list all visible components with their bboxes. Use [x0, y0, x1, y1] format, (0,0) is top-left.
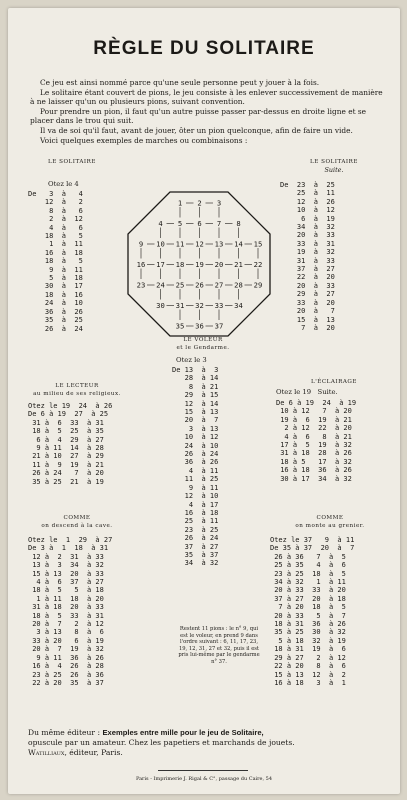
- board-hole-14: 14: [234, 239, 243, 249]
- cave-title: COMME: [63, 515, 91, 521]
- lecteur-heading: [22, 382, 132, 398]
- eclairage-first-move: Otez le 19 Suite.: [276, 388, 338, 396]
- board-hole-33: 33: [214, 301, 224, 310]
- board-hole-1: 1: [177, 198, 183, 208]
- board-hole-17: 17: [156, 260, 165, 269]
- board-hole-24: 24: [156, 280, 165, 290]
- voleur-moves: De 13 à 3 28 à 14 8 à 21 29 à 15 12 à 14 15 à 13 20 à 7 3 à 13 10 à 12 24 à 10 26 à 24 36 à 26 4 à 11 11 à 25 9 à 11 12 à 10 4 à 17 16 à 18 25 à 11 23 à 25 26 à 24 37 à 27 35 à 37 34 à 32: [172, 366, 219, 568]
- eclairage-heading: L'ÉCLAIRAGE: [311, 379, 357, 385]
- board-hole-26: 26: [195, 280, 204, 290]
- eclairage-moves: De 6 à 19 24 à 19 10 à 12 7 à 20 19 à 6 19 à 21 2 à 12 22 à 20 4 à 6 8 à 21 17 à 5 19 à 32 31 à 18 28 à 26 18 à 5 17 à 32 16 à 18 36 à 26 30 à 17 34 à 32: [276, 399, 357, 483]
- board-hole-35: 35: [175, 321, 185, 331]
- footer-line1: [28, 728, 386, 738]
- lecteur-moves: Otez le 19 24 à 26 De 6 à 19 27 à 25 31 à 6 33 à 31 18 à 5 25 à 35 6 à 4 29 à 27 9 à 11 14 à 28 21 à 10 27 à 29 11 à 9 19 à 21 26 à 24 7 à 20 35 à 25 21 à 19: [28, 402, 113, 486]
- footer-line2: opuscule par un amateur. Chez les papetiers et marchands de jouets.: [28, 738, 295, 747]
- cave-heading: [22, 514, 132, 530]
- solitaire-heading: LE SOLITAIRE: [48, 159, 96, 165]
- voleur-note: Restent 11 pions : le n° 9, qui est le voleur, en prend 9 dans l'ordre suivant : 6, 11, 17, 23, 19, 12, 31, 27 et 32, puis il est pris lui-même par le gendarme n° 37.: [178, 626, 260, 665]
- board-hole-32: 32: [195, 301, 204, 310]
- printer-credit: Paris - Imprimerie J. Rigal & C°, passage du Caire, 54: [135, 776, 273, 782]
- board-hole-16: 16: [136, 260, 146, 269]
- board-hole-20: 20: [214, 260, 224, 269]
- intro-p1: Ce jeu est ainsi nommé parce qu'une seule personne peut y jouer à la fois.: [40, 78, 320, 87]
- board-hole-6: 6: [197, 219, 202, 228]
- page-title: RÈGLE DU SOLITAIRE: [93, 38, 315, 59]
- grenier-heading: [270, 514, 390, 530]
- lecteur-subtitle: au milieu de ses religieux.: [33, 391, 121, 397]
- board-hole-3: 3: [216, 198, 222, 208]
- board-hole-27: 27: [214, 280, 224, 290]
- footer-text: [28, 728, 386, 758]
- rules-sheet: [8, 8, 400, 794]
- voleur-title: LE VOLEUR: [183, 337, 223, 343]
- board-hole-12: 12: [195, 239, 204, 249]
- board-hole-37: 37: [214, 321, 224, 331]
- grenier-subtitle: on monte au grenier.: [295, 523, 365, 529]
- lecteur-title: LE LECTEUR: [55, 383, 99, 389]
- intro-p4: Il va de soi qu'il faut, avant de jouer, ôter un pion quelconque, afin de faire un vide.: [40, 125, 353, 135]
- board-hole-4: 4: [158, 219, 163, 228]
- footer-divider: [158, 770, 248, 771]
- board-hole-8: 8: [236, 219, 241, 228]
- board-hole-22: 22: [253, 260, 263, 269]
- solitaire-board-diagram: [126, 190, 272, 338]
- footer-line1-bold: Exemples entre mille pour le jeu de Solitaire,: [102, 728, 264, 737]
- voleur-subtitle: et le Gendarme.: [176, 345, 230, 351]
- intro-p2: Le solitaire étant couvert de pions, le jeu consiste à les enlever successivement de manière à ne laisser qu'un ou plusieurs pions, suivant convention.: [30, 87, 383, 107]
- grenier-moves: Otez le 37 9 à 11 De 35 à 37 20 à 7 26 à 36 7 à 5 25 à 35 4 à 6 23 à 25 18 à 5 34 à 32 1 à 11 20 à 33 33 à 20 37 à 27 20 à 18 7 à 20 18 à 5 20 à 33 5 à 7 18 à 31 36 à 26 35 à 25 30 à 32 5 à 18 32 à 19 18 à 31 19 à 6 29 à 27 2 à 12 22 à 20 8 à 6 15 à 13 12 à 2 16 à 18 3 à 1: [270, 536, 355, 687]
- board-hole-31: 31: [175, 301, 185, 310]
- board-hole-23: 23: [136, 280, 146, 290]
- board-hole-15: 15: [253, 239, 263, 249]
- footer-editor-rest: , éditeur, Paris.: [64, 748, 123, 757]
- cave-moves: Otez le 1 29 à 27 De 3 à 1 18 à 31 12 à 2 31 à 33 13 à 3 34 à 32 15 à 13 20 à 33 4 à 6 37 à 27 18 à 5 5 à 18 1 à 11 18 à 20 31 à 18 20 à 33 18 à 5 33 à 31 20 à 7 2 à 12 3 à 13 8 à 6 33 à 20 6 à 19 20 à 7 19 à 32 9 à 11 36 à 26 16 à 4 26 à 28 23 à 25 26 à 36 22 à 20 35 à 37: [28, 536, 113, 687]
- intro-text: [30, 78, 386, 145]
- board-hole-25: 25: [175, 280, 185, 290]
- solitaire-moves: De 3 à 4 12 à 2 8 à 6 2 à 12 4 à 6 18 à 5 1 à 11 16 à 18 18 à 5 9 à 11 5 à 18 30 à 17 18 à 16 24 à 10 36 à 26 35 à 25 26 à 24: [28, 190, 83, 333]
- board-hole-11: 11: [175, 239, 185, 249]
- footer-line3: [28, 748, 386, 758]
- board-hole-30: 30: [156, 301, 165, 310]
- board-hole-21: 21: [234, 260, 243, 269]
- board-hole-36: 36: [195, 321, 204, 331]
- solitaire-suite-subtitle: Suite.: [324, 166, 344, 174]
- board-hole-9: 9: [138, 239, 144, 249]
- voleur-first-move: Otez le 3: [176, 356, 207, 364]
- solitaire-suite-heading: [278, 158, 390, 174]
- board-hole-5: 5: [177, 219, 183, 228]
- board-hole-10: 10: [156, 239, 165, 249]
- board-hole-29: 29: [253, 280, 263, 290]
- cave-subtitle: on descend à la cave.: [41, 523, 113, 529]
- board-hole-18: 18: [175, 260, 185, 269]
- board-hole-28: 28: [234, 280, 243, 290]
- board-hole-19: 19: [195, 260, 204, 269]
- solitaire-first-move: Otez le 4: [48, 180, 79, 188]
- intro-p3: Pour prendre un pion, il faut qu'un autre puisse passer par-dessus en droite ligne et se placer dans le trou qui suit.: [30, 106, 367, 126]
- board-hole-7: 7: [216, 219, 222, 228]
- solitaire-suite-moves: De 23 à 25 25 à 11 12 à 26 10 à 12 6 à 19 34 à 32 20 à 33 33 à 31 19 à 32 31 à 33 37 à 27 22 à 20 20 à 33 29 à 27 33 à 20 20 à 7 15 à 13 7 à 20: [280, 181, 335, 332]
- board-hole-34: 34: [234, 301, 243, 310]
- voleur-heading: [148, 336, 258, 352]
- board-hole-2: 2: [197, 198, 202, 208]
- grenier-title: COMME: [316, 515, 344, 521]
- intro-p5: Voici quelques exemples de marches ou combinaisons :: [40, 135, 248, 145]
- solitaire-suite-title: LE SOLITAIRE: [310, 159, 358, 165]
- board-hole-13: 13: [214, 239, 224, 249]
- footer-line1-pre: Du même éditeur :: [28, 728, 103, 737]
- footer-editor: Watilliaux: [28, 748, 65, 757]
